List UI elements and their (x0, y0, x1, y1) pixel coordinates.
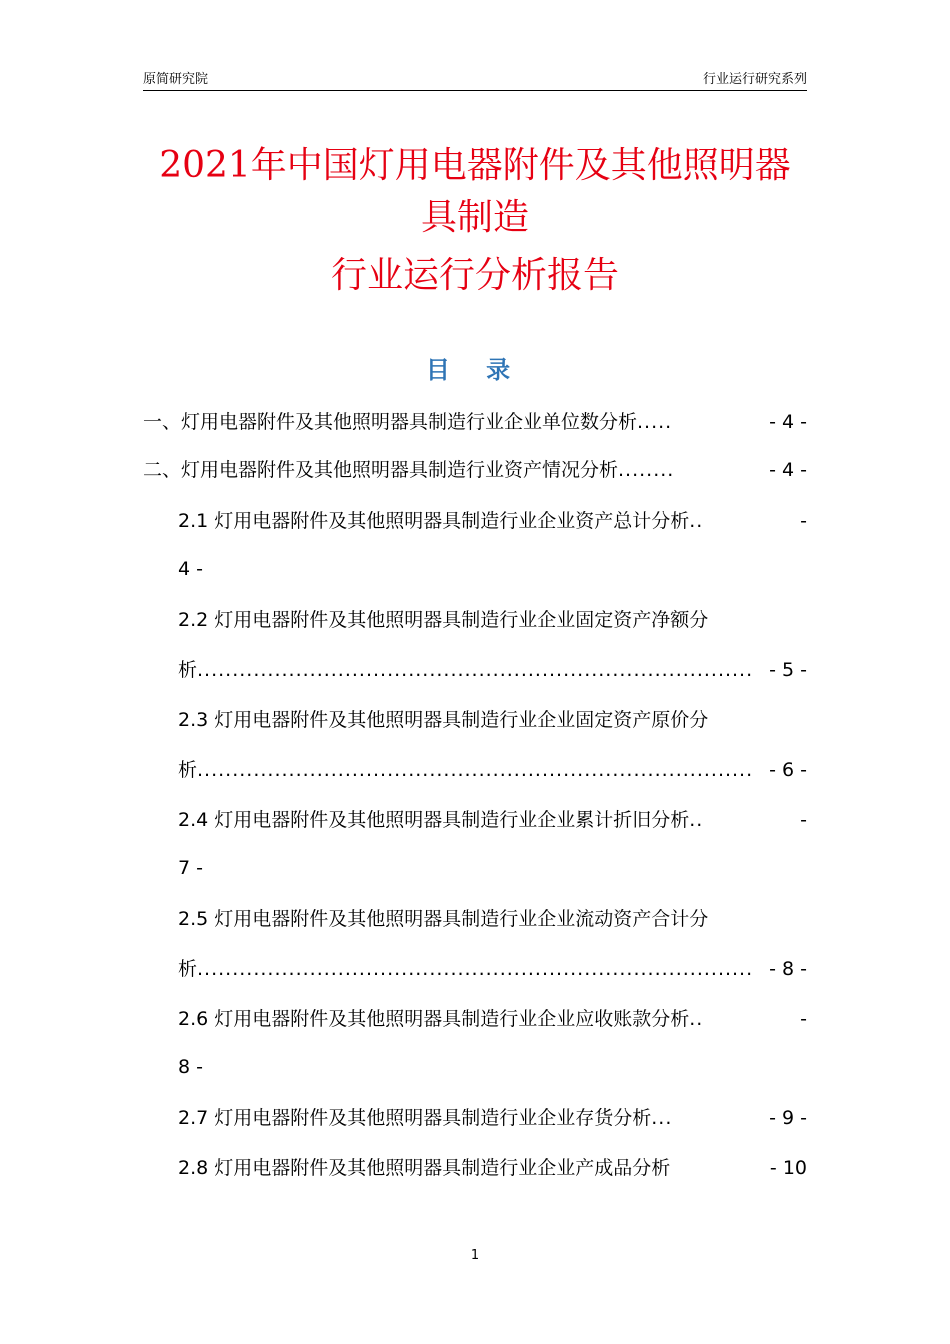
toc-entry-page: - (800, 809, 807, 831)
toc-entry-dots: ........ (618, 459, 675, 481)
toc-entry-continued[interactable] (178, 755, 807, 785)
toc-entry[interactable] (178, 1004, 807, 1034)
toc-entry-text-continued: 析 (178, 958, 198, 980)
toc-entry-page: - 9 - (769, 1107, 807, 1129)
toc-entry-dots: .. (689, 809, 704, 831)
toc-entry-text[interactable]: 2.5 灯用电器附件及其他照明器具制造行业企业流动资产合计分 (178, 908, 709, 930)
toc-entry-page: - 4 - (769, 459, 807, 481)
toc-entry-text-continued: 析 (178, 659, 198, 681)
toc-entry-page: - (800, 1008, 807, 1030)
toc-entry-page: - 6 - (769, 759, 807, 781)
toc-entry[interactable] (143, 407, 807, 437)
toc-entry-page-continued: 7 - (178, 857, 203, 879)
toc-entry-dots: ..... (637, 411, 673, 433)
toc-entry-text: 2.7 灯用电器附件及其他照明器具制造行业企业存货分析 (178, 1107, 652, 1129)
toc-entry-text-continued: 析 (178, 759, 198, 781)
toc-entry[interactable] (178, 805, 807, 835)
toc-entry-text: 2.1 灯用电器附件及其他照明器具制造行业企业资产总计分析 (178, 510, 690, 532)
toc-entry-dots: .. (689, 1008, 704, 1030)
toc-entry-page: - 8 - (769, 958, 807, 980)
toc-entry-dots: ... (651, 1107, 673, 1129)
page-number: 1 (470, 1248, 480, 1263)
toc-entry-text: 二、灯用电器附件及其他照明器具制造行业资产情况分析 (143, 459, 619, 481)
toc-entry-dots: .. (689, 510, 704, 532)
toc-entry[interactable] (178, 1103, 807, 1133)
toc-entry-dots: ............................................................................... (197, 659, 754, 681)
toc-entry-page: - (800, 510, 807, 532)
toc-entry-page: - 4 - (769, 411, 807, 433)
toc-entry-continued[interactable] (178, 655, 807, 685)
report-title-line-3: 行业运行分析报告 (330, 255, 619, 296)
toc-entry-page-continued: 8 - (178, 1056, 203, 1078)
toc-entry[interactable] (178, 1153, 807, 1183)
toc-entry-text: 2.4 灯用电器附件及其他照明器具制造行业企业累计折旧分析 (178, 809, 690, 831)
report-title-line-2: 具制造 (420, 197, 529, 238)
toc-entry-continued[interactable] (178, 954, 807, 984)
toc-entry[interactable] (178, 506, 807, 536)
toc-entry-text: 一、灯用电器附件及其他照明器具制造行业企业单位数分析 (143, 411, 638, 433)
header-series: 行业运行研究系列 (702, 72, 807, 87)
toc-entry-dots: ............................................................................... (197, 759, 754, 781)
toc-entry-page-continued: 4 - (178, 558, 203, 580)
toc-entry-text[interactable]: 2.3 灯用电器附件及其他照明器具制造行业企业固定资产原价分 (178, 709, 709, 731)
page-header (143, 66, 807, 91)
toc-entry-page: - 10 (769, 1157, 807, 1179)
toc-entry-text: 2.8 灯用电器附件及其他照明器具制造行业企业产成品分析 (178, 1157, 671, 1179)
toc-entry-page: - 5 - (769, 659, 807, 681)
toc-entry-text[interactable]: 2.2 灯用电器附件及其他照明器具制造行业企业固定资产净额分 (178, 609, 709, 631)
header-publisher: 原简研究院 (143, 72, 209, 87)
toc-entry[interactable] (143, 455, 807, 485)
report-title-line-1: 2021年中国灯用电器附件及其他照明器 (159, 145, 791, 186)
toc-heading: 目 录 (425, 356, 525, 384)
toc-entry-text: 2.6 灯用电器附件及其他照明器具制造行业企业应收账款分析 (178, 1008, 690, 1030)
toc-entry-dots: ............................................................................... (197, 958, 754, 980)
